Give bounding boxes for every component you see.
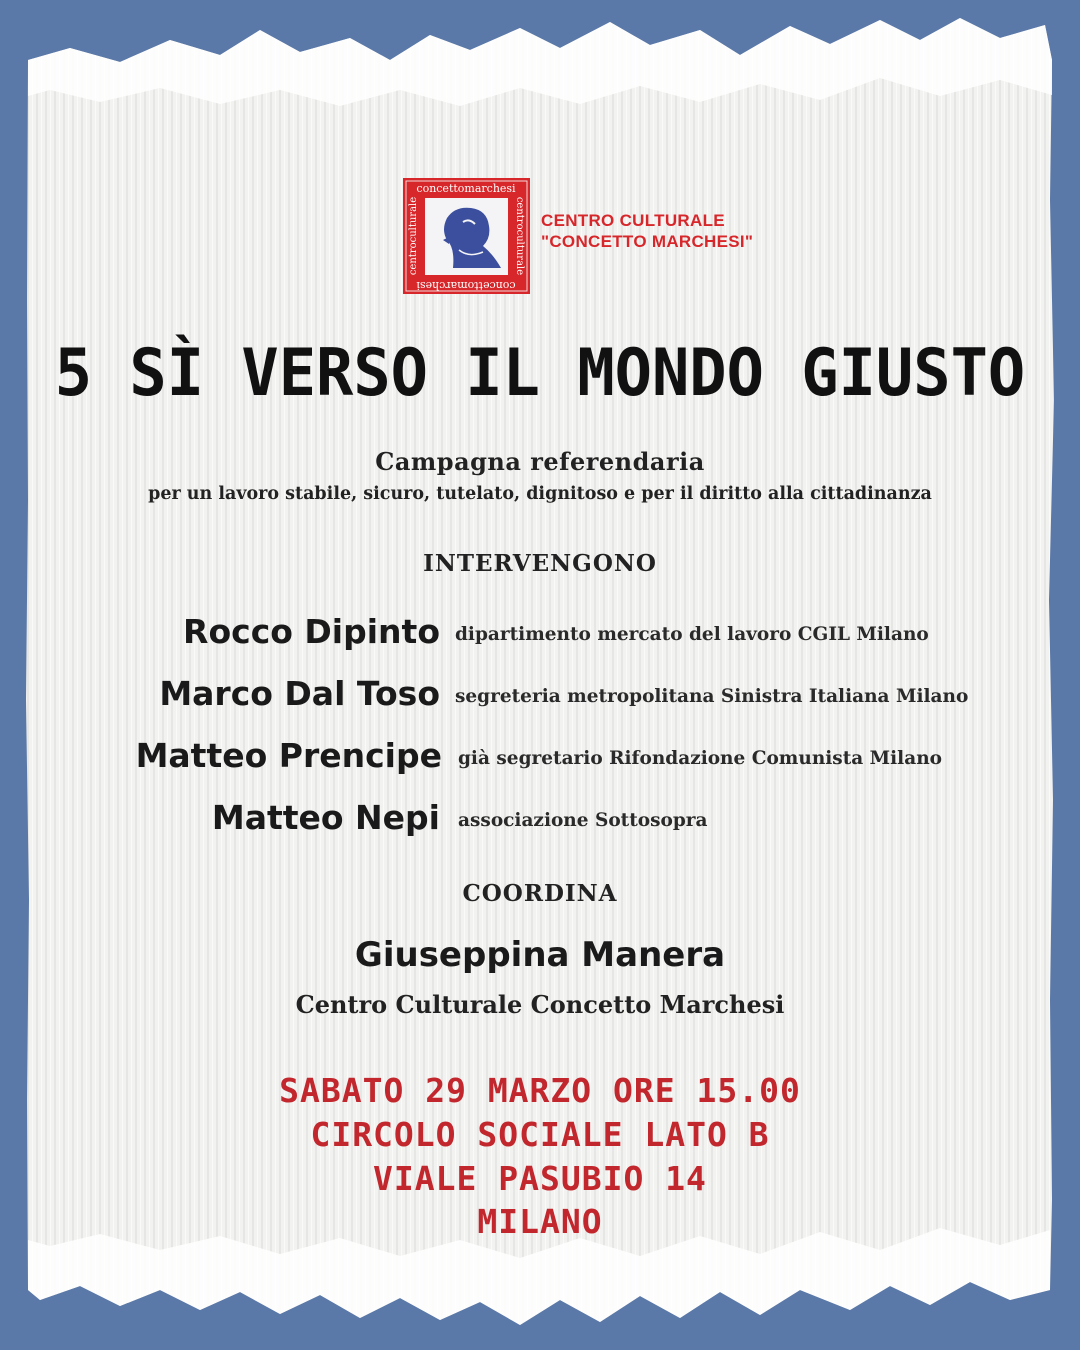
- event-address: VIALE PASUBIO 14: [373, 1159, 707, 1198]
- speaker-name: Rocco Dipinto: [183, 612, 440, 651]
- logo: [403, 178, 530, 294]
- subtitle-description: per un lavoro stabile, sicuro, tutelato, dignitoso e per il diritto alla cittadinanza: [148, 484, 932, 504]
- portrait-icon: [425, 198, 508, 275]
- coordinator-heading: COORDINA: [462, 880, 618, 907]
- speaker-name: Marco Dal Toso: [159, 674, 440, 713]
- org-name: [541, 210, 753, 252]
- speaker-row: [0, 612, 1080, 662]
- speaker-row: [0, 674, 1080, 724]
- coordinator-name: Giuseppina Manera: [354, 935, 726, 975]
- page-title: 5 SÌ VERSO IL MONDO GIUSTO: [54, 334, 1026, 411]
- speaker-role: segreteria metropolitana Sinistra Italiana Milano: [455, 686, 969, 707]
- speaker-row: [0, 798, 1080, 848]
- speaker-role: dipartimento mercato del lavoro CGIL Milano: [455, 624, 929, 645]
- org-name-line1: CENTRO CULTURALE: [541, 211, 725, 230]
- event-place: CIRCOLO SOCIALE LATO B: [310, 1115, 770, 1154]
- speakers-heading: INTERVENGONO: [423, 550, 657, 577]
- speaker-role: associazione Sottosopra: [458, 810, 708, 831]
- speaker-name: Matteo Nepi: [211, 798, 440, 837]
- event-city: MILANO: [477, 1202, 603, 1241]
- org-name-line2: "CONCETTO MARCHESI": [541, 232, 754, 251]
- logo-text-right: centroculturale: [514, 196, 525, 276]
- speaker-role: già segretario Rifondazione Comunista Milano: [458, 748, 942, 769]
- logo-text-bottom: concettomarchesi: [416, 279, 516, 292]
- logo-text-top: concettomarchesi: [416, 182, 516, 195]
- speaker-name: Matteo Prencipe: [135, 736, 442, 775]
- speaker-row: [0, 736, 1080, 786]
- subtitle: Campagna referendaria: [375, 447, 705, 476]
- logo-text-left: centroculturale: [408, 196, 419, 276]
- coordinator-org: Centro Culturale Concetto Marchesi: [295, 990, 785, 1019]
- event-date: SABATO 29 MARZO ORE 15.00: [279, 1071, 801, 1110]
